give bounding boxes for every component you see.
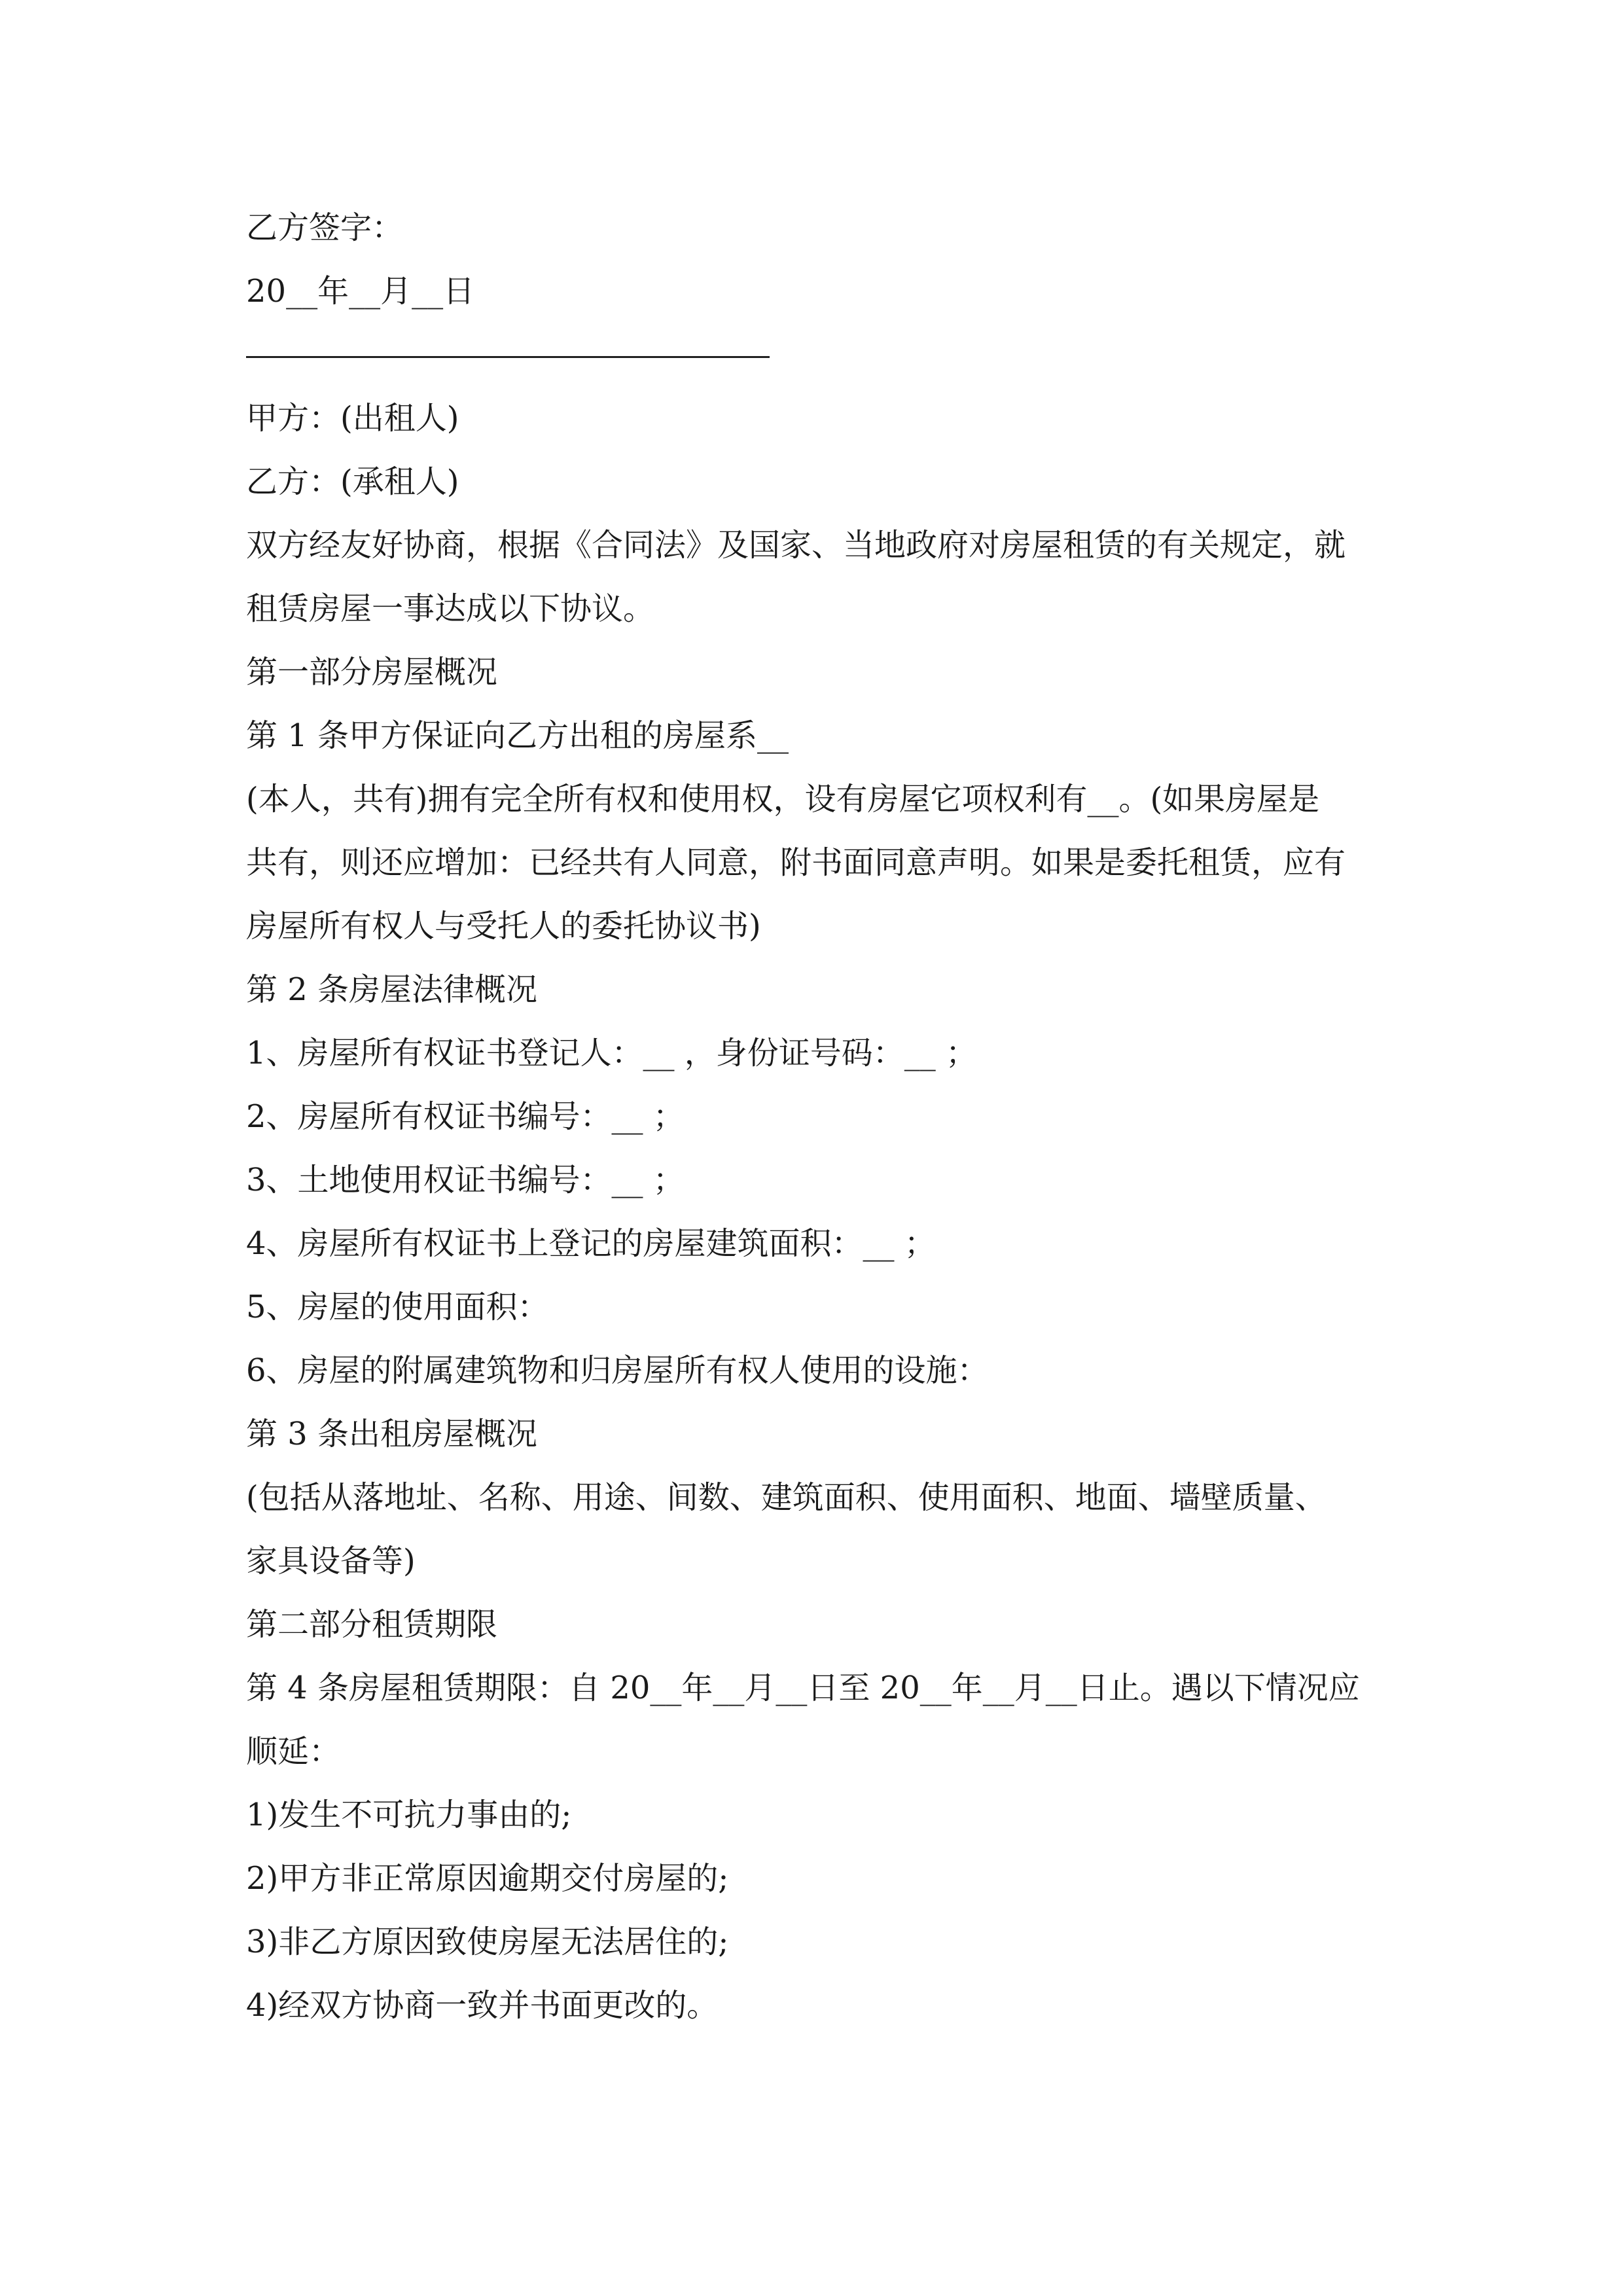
article-2-item-4: 4、房屋所有权证书上登记的房屋建筑面积：__ ； <box>246 1225 936 1262</box>
article-2-item-6: 6、房屋的附属建筑物和归房屋所有权人使用的设施： <box>246 1352 989 1389</box>
divider-rule <box>246 356 770 358</box>
document-body <box>246 196 1385 2037</box>
preamble-line-2: 租赁房屋一事达成以下协议。 <box>246 590 655 627</box>
party-b-lessee: 乙方：(承租人) <box>246 463 459 500</box>
article-2-item-1: 1、房屋所有权证书登记人：__ ，身份证号码：__ ； <box>246 1035 978 1071</box>
signature-date: 20__年__月__日 <box>246 273 475 310</box>
article-4-item-3: 3)非乙方原因致使房屋无法居住的; <box>246 1924 729 1960</box>
party-a-lessor: 甲方：(出租人) <box>246 400 459 437</box>
article-4-item-4: 4)经双方协商一致并书面更改的。 <box>246 1987 719 2024</box>
article-4-text-1: 第 4 条房屋租赁期限：自 20__年__月__日至 20__年__月__日止。遇以下情况应 <box>246 1670 1360 1706</box>
article-1-text-2: 共有，则还应增加：已经共有人同意，附书面同意声明。如果是委托租赁，应有 <box>246 844 1346 881</box>
article-2-item-3: 3、土地使用权证书编号：__ ； <box>246 1162 685 1198</box>
article-4-item-1: 1)发生不可抗力事由的; <box>246 1797 572 1833</box>
party-b-signature-label: 乙方签字： <box>246 209 404 246</box>
article-2-item-5: 5、房屋的使用面积： <box>246 1289 549 1325</box>
article-3-heading: 第 3 条出租房屋概况 <box>246 1416 538 1452</box>
section-divider <box>246 323 1385 387</box>
article-3-text-2: 家具设备等) <box>246 1543 416 1579</box>
article-1-text-3: 房屋所有权人与受托人的委托协议书) <box>246 908 761 944</box>
article-2-item-2: 2、房屋所有权证书编号：__ ； <box>246 1098 685 1135</box>
preamble-line-1: 双方经友好协商，根据《合同法》及国家、当地政府对房屋租赁的有关规定，就 <box>246 527 1346 564</box>
article-2-heading: 第 2 条房屋法律概况 <box>246 971 538 1008</box>
article-1-heading: 第 1 条甲方保证向乙方出租的房屋系__ <box>246 717 789 754</box>
article-3-text-1: (包括从落地址、名称、用途、间数、建筑面积、使用面积、地面、墙壁质量、 <box>246 1479 1327 1516</box>
article-1-text-1: (本人，共有)拥有完全所有权和使用权，设有房屋它项权利有__。(如果房屋是 <box>246 781 1320 817</box>
article-4-text-2: 顺延： <box>246 1733 341 1770</box>
part-one-heading: 第一部分房屋概况 <box>246 654 498 691</box>
part-two-heading: 第二部分租赁期限 <box>246 1606 498 1643</box>
article-4-item-2: 2)甲方非正常原因逾期交付房屋的; <box>246 1860 729 1897</box>
